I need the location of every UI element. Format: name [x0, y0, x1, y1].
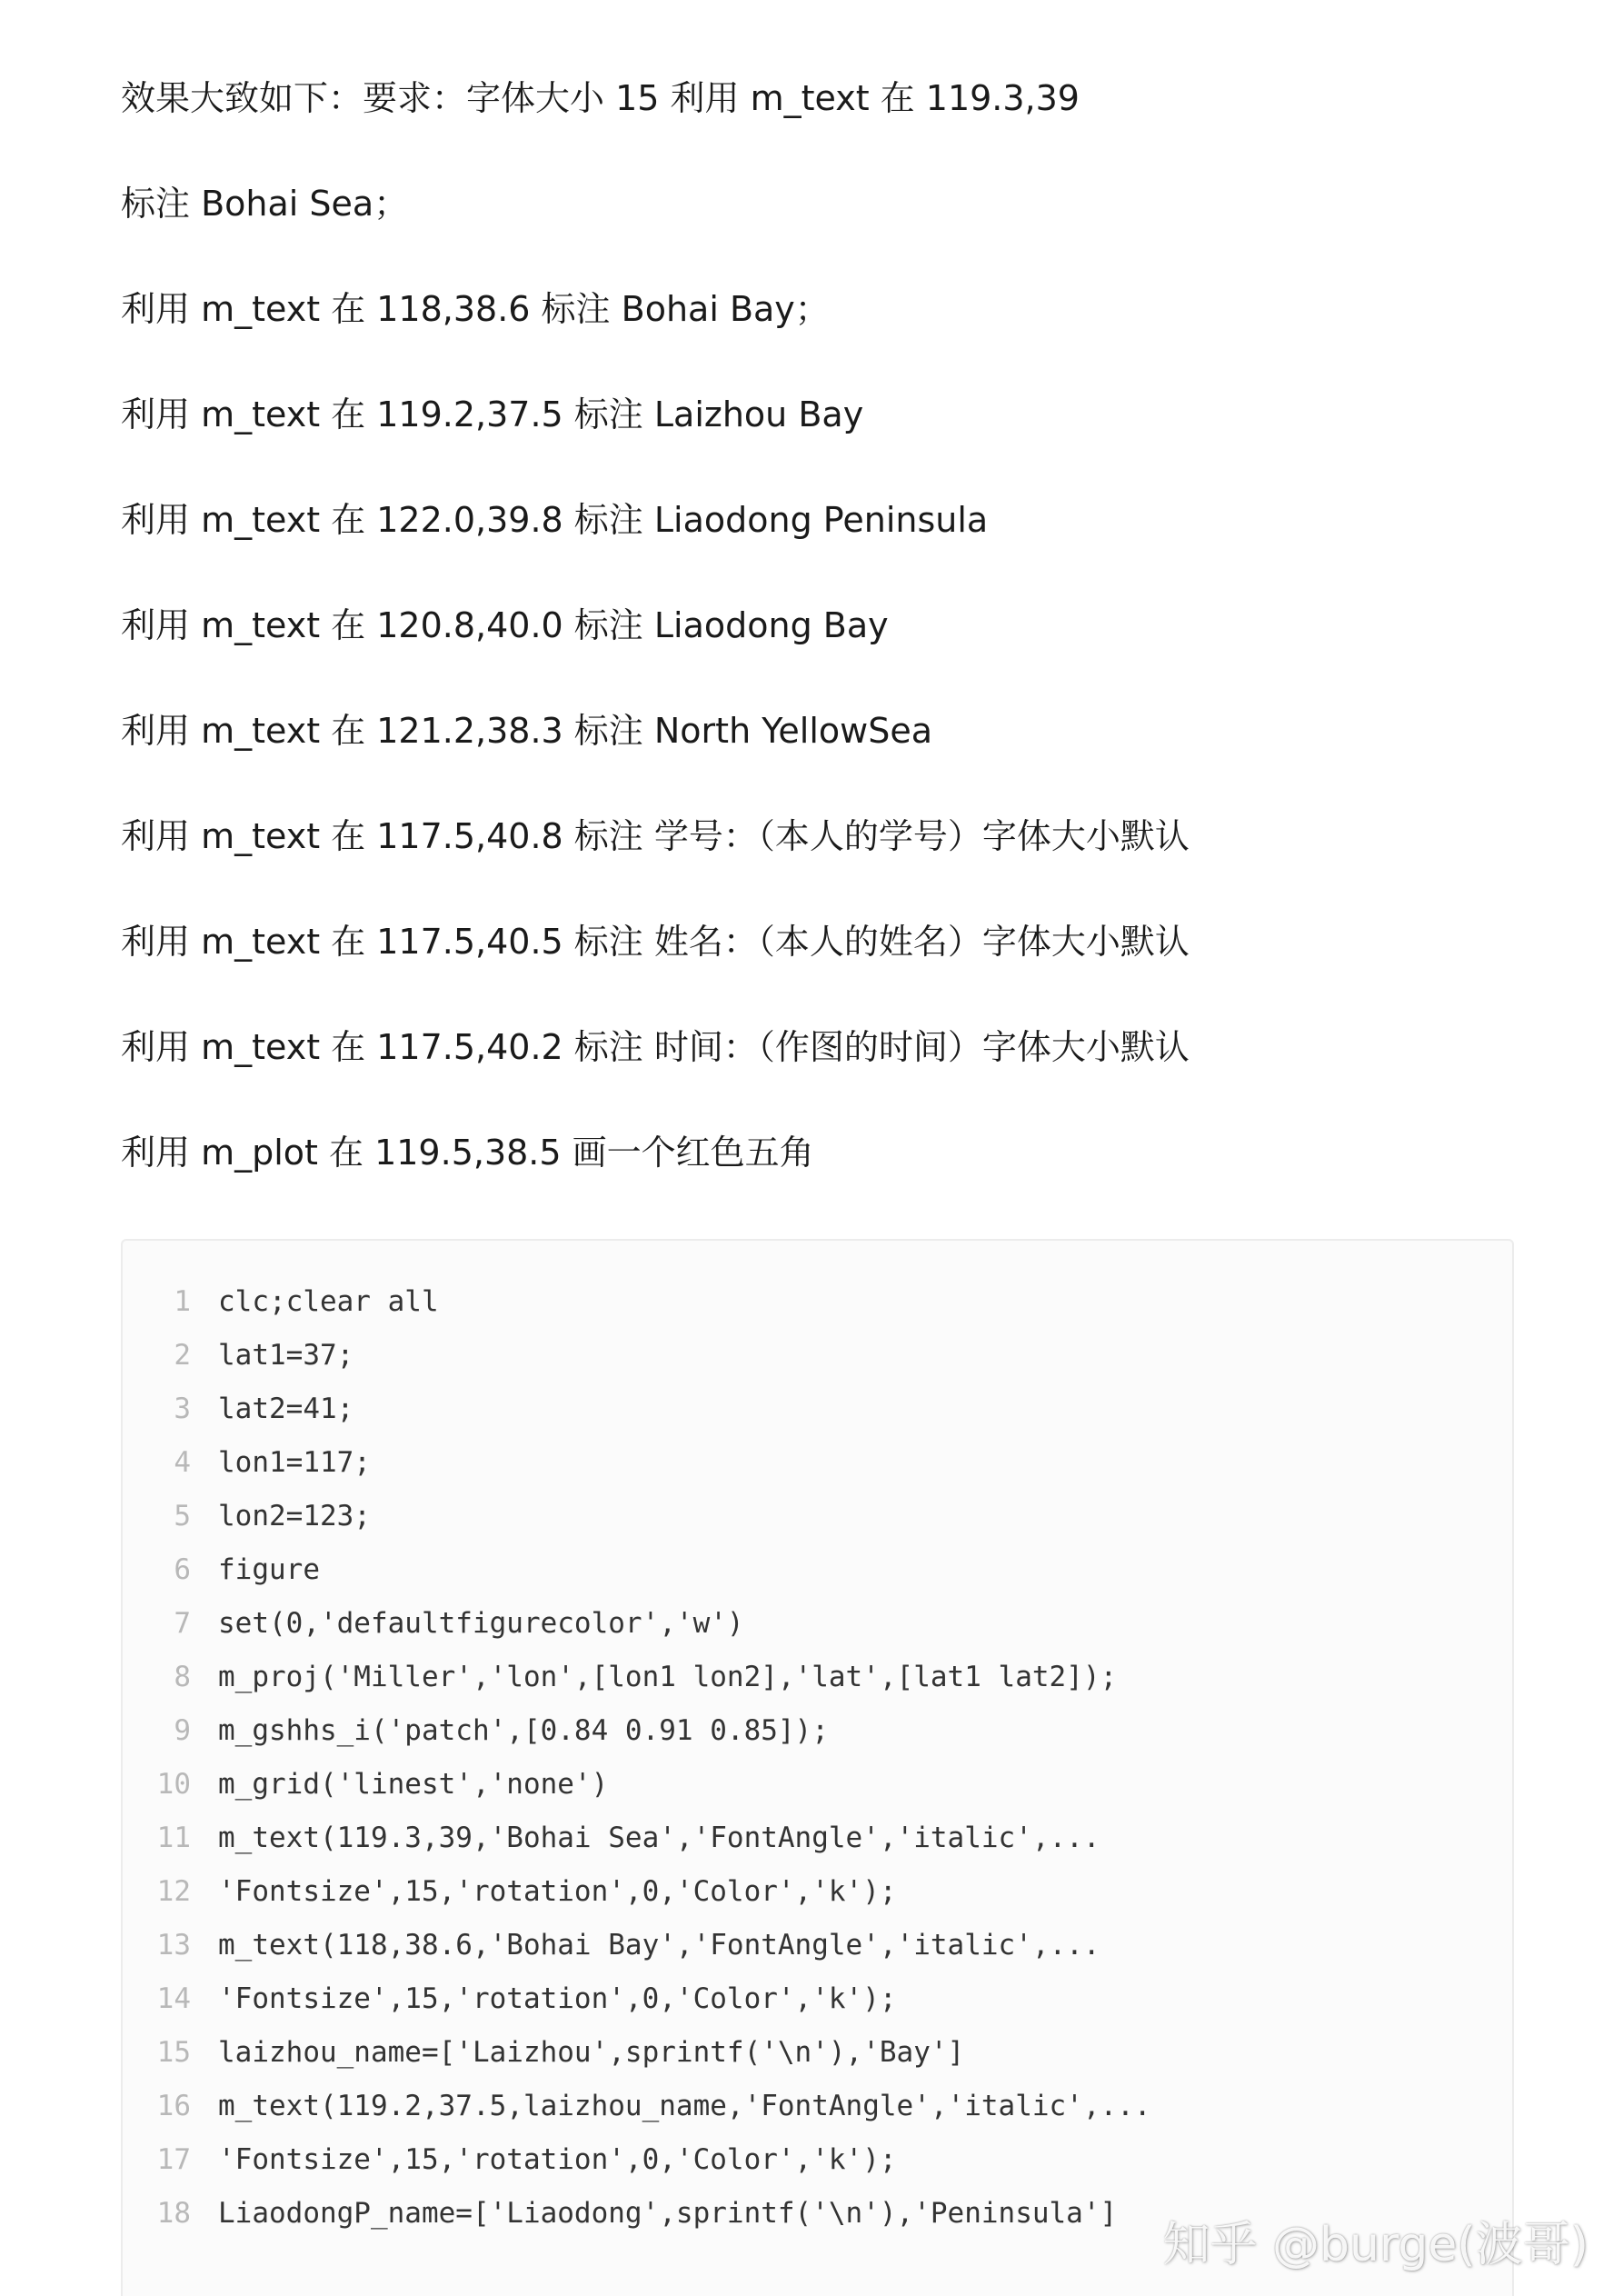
code-text: lon2=123; — [218, 1500, 371, 1532]
code-text: 'Fontsize',15,'rotation',0,'Color','k'); — [218, 2143, 897, 2176]
code-text: m_text(118,38.6,'Bohai Bay','FontAngle','italic',... — [218, 1929, 1100, 1962]
line-number: 17 — [156, 2143, 191, 2176]
code-line — [123, 1704, 1512, 1758]
code-text: figure — [218, 1553, 320, 1586]
article-body — [121, 71, 1520, 1231]
code-line — [123, 1865, 1512, 1919]
paragraph: 利用 m_text 在 120.8,40.0 标注 Liaodong Bay — [121, 605, 889, 645]
code-text: m_grid('linest','none') — [218, 1768, 609, 1801]
line-number: 18 — [156, 2197, 191, 2230]
code-line — [123, 1972, 1512, 2026]
code-text: clc;clear all — [218, 1285, 439, 1318]
line-number: 6 — [174, 1553, 191, 1586]
line-number: 7 — [174, 1607, 191, 1640]
code-line — [123, 2026, 1512, 2080]
line-number: 13 — [156, 1929, 191, 1962]
paragraph: 利用 m_text 在 119.2,37.5 标注 Laizhou Bay — [121, 394, 864, 434]
line-number: 14 — [156, 1982, 191, 2015]
line-number: 10 — [156, 1768, 191, 1801]
code-line — [123, 1758, 1512, 1812]
code-line — [123, 1543, 1512, 1597]
paragraph: 利用 m_text 在 122.0,39.8 标注 Liaodong Peninsula — [121, 500, 989, 540]
code-line — [123, 1436, 1512, 1490]
code-text: m_proj('Miller','lon',[lon1 lon2],'lat',[lat1 lat2]); — [218, 1661, 1118, 1693]
paragraph: 利用 m_text 在 118,38.6 标注 Bohai Bay； — [121, 289, 830, 329]
paragraph: 利用 m_text 在 117.5,40.2 标注 时间：（作图的时间）字体大小默认 — [121, 1027, 1190, 1067]
line-number: 9 — [174, 1714, 191, 1747]
line-number: 4 — [174, 1446, 191, 1479]
code-text: laizhou_name=['Laizhou',sprintf('\n'),'Bay'] — [218, 2036, 965, 2069]
code-line — [123, 1651, 1512, 1704]
line-number: 2 — [174, 1339, 191, 1372]
code-line — [123, 1275, 1512, 1329]
line-number: 11 — [156, 1822, 191, 1854]
code-lines — [123, 1275, 1512, 2241]
paragraph: 利用 m_text 在 117.5,40.5 标注 姓名：（本人的姓名）字体大小默认 — [121, 922, 1190, 962]
code-line — [123, 2080, 1512, 2133]
code-block[interactable] — [121, 1239, 1514, 2296]
code-line — [123, 1597, 1512, 1651]
code-text: lon1=117; — [218, 1446, 371, 1479]
code-text: 'Fontsize',15,'rotation',0,'Color','k'); — [218, 1982, 897, 2015]
code-text: m_text(119.3,39,'Bohai Sea','FontAngle','italic',... — [218, 1822, 1100, 1854]
line-number: 15 — [156, 2036, 191, 2069]
code-text: lat2=41; — [218, 1393, 354, 1425]
code-line — [123, 1329, 1512, 1383]
code-line — [123, 1383, 1512, 1436]
code-text: 'Fontsize',15,'rotation',0,'Color','k'); — [218, 1875, 897, 1908]
code-line — [123, 1490, 1512, 1543]
line-number: 3 — [174, 1393, 191, 1425]
paragraph: 利用 m_text 在 117.5,40.8 标注 学号：（本人的学号）字体大小默认 — [121, 816, 1190, 856]
paragraph: 利用 m_plot 在 119.5,38.5 画一个红色五角 — [121, 1133, 814, 1173]
line-number: 16 — [156, 2090, 191, 2122]
line-number: 1 — [174, 1285, 191, 1318]
code-line — [123, 2133, 1512, 2187]
code-line — [123, 1812, 1512, 1865]
paragraph: 效果大致如下：要求：字体大小 15 利用 m_text 在 119.3,39 — [121, 78, 1080, 118]
watermark: 知乎 @burge(波哥) — [1162, 2218, 1588, 2272]
paragraph: 利用 m_text 在 121.2,38.3 标注 North YellowSea — [121, 711, 933, 751]
code-text: lat1=37; — [218, 1339, 354, 1372]
code-text: set(0,'defaultfigurecolor','w') — [218, 1607, 744, 1640]
code-text: m_text(119.2,37.5,laizhou_name,'FontAngle','italic',... — [218, 2090, 1151, 2122]
code-text: m_gshhs_i('patch',[0.84 0.91 0.85]); — [218, 1714, 829, 1747]
line-number: 5 — [174, 1500, 191, 1532]
code-line — [123, 1919, 1512, 1972]
line-number: 12 — [156, 1875, 191, 1908]
paragraph: 标注 Bohai Sea； — [121, 184, 409, 224]
code-text: LiaodongP_name=['Liaodong',sprintf('\n'),'Peninsula'] — [218, 2197, 1118, 2230]
line-number: 8 — [174, 1661, 191, 1693]
